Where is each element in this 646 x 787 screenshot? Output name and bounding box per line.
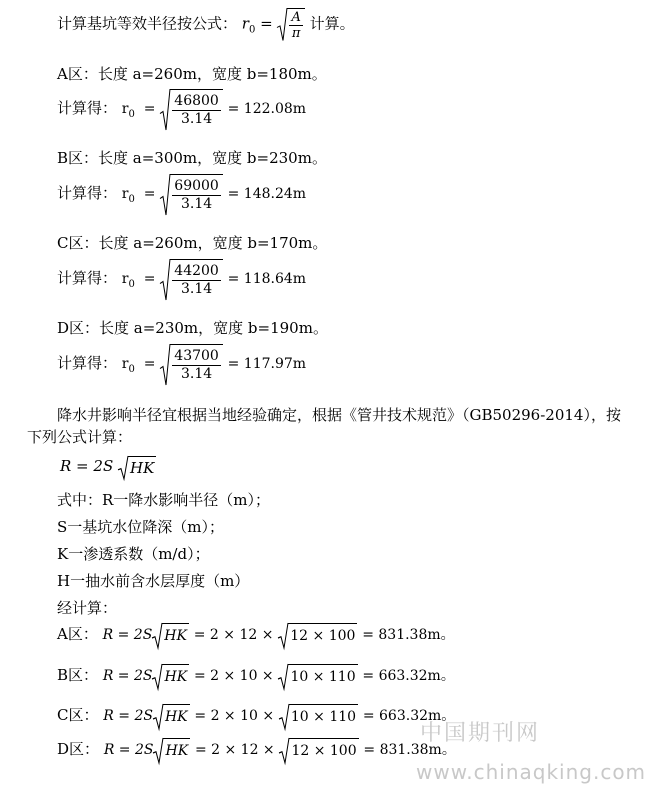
sqrt-expression — [160, 174, 223, 215]
radicand: 10 × 110 — [288, 664, 357, 689]
watermark-cn: 中国期刊网 — [420, 721, 541, 746]
zone-b-description: B区：长度 a=300m，宽度 b=230m。 — [57, 149, 327, 167]
r0-symbol: r — [241, 14, 249, 33]
zone-c-result: = 118.64m — [227, 271, 307, 287]
fraction-numerator: A — [291, 9, 301, 25]
fraction-denominator: 3.14 — [180, 111, 213, 127]
zone-c-description: C区：长度 a=260m，宽度 b=170m。 — [57, 234, 328, 252]
calc-header: 经计算： — [57, 599, 118, 617]
fraction-denominator: 3.14 — [180, 366, 213, 382]
r0-symbol: r — [121, 186, 129, 202]
radicand: HK — [128, 456, 156, 479]
intro-tail: 计算。 — [309, 14, 355, 33]
calc-label: 计算得： — [57, 354, 118, 372]
method-paragraph: 降水井影响半径宜根据当地经验确定，根据《管井技术规范》（GB50296-2014），按下列公式计算： — [27, 406, 621, 446]
sqrt-area-over-pi — [277, 8, 304, 41]
zone-d-calculation — [57, 343, 306, 390]
formula-lhs: R = 2S — [60, 457, 114, 475]
result-value: = 831.38m。 — [363, 742, 456, 758]
sqrt-hk — [118, 456, 156, 479]
equals-sign: = — [143, 186, 156, 202]
radicand: 10 × 110 — [289, 704, 358, 729]
r0-subscript: 0 — [128, 363, 135, 375]
formula-lhs: R = 2S — [102, 627, 153, 643]
zone-c-calculation — [57, 258, 306, 305]
formula-lhs: R = 2S — [102, 668, 153, 684]
fraction-numerator: 46800 — [174, 93, 219, 109]
zone-label: A区： — [57, 625, 98, 643]
formula-middle: = 2 × 10 × — [193, 668, 274, 684]
formula-lhs: R = 2S — [103, 708, 153, 724]
r0-subscript: 0 — [128, 193, 135, 205]
radicand: HK — [163, 704, 190, 729]
sqrt-expression — [160, 259, 223, 300]
intro-formula — [57, 8, 355, 45]
watermark-url: www.chinaqking.com — [416, 760, 646, 784]
definition-r: 式中：R一降水影响半径（m）； — [57, 491, 271, 509]
definition-k: K一渗透系数（m/d）； — [57, 545, 210, 563]
r0-subscript: 0 — [128, 278, 135, 290]
r0-symbol: r — [121, 101, 129, 117]
fraction-denominator: 3.14 — [180, 196, 213, 212]
radicand: HK — [163, 738, 190, 763]
sqrt-expression — [160, 89, 223, 130]
result-d — [57, 737, 456, 763]
r0-subscript: 0 — [248, 24, 256, 36]
fraction-denominator: π — [291, 25, 301, 41]
zone-d-result: = 117.97m — [227, 356, 307, 372]
zone-d-description: D区：长度 a=230m，宽度 b=190m。 — [57, 319, 328, 337]
calc-label: 计算得： — [57, 269, 118, 287]
intro-label: 计算基坑等效半径按公式： — [57, 14, 238, 33]
zone-label: D区： — [57, 740, 100, 758]
zone-a-calculation — [57, 88, 306, 135]
radicand: HK — [162, 623, 189, 648]
zone-b-calculation — [57, 173, 306, 220]
formula-middle: = 2 × 10 × — [194, 708, 275, 724]
r0-symbol: r — [121, 356, 129, 372]
r0-symbol: r — [121, 271, 129, 287]
radicand: 12 × 100 — [289, 738, 358, 763]
zone-label: C区： — [57, 706, 99, 724]
fraction-numerator: 69000 — [174, 178, 219, 194]
equals-sign: = — [143, 356, 156, 372]
zone-a-result: = 122.08m — [227, 101, 307, 117]
calc-label: 计算得： — [57, 99, 118, 117]
sqrt-expression — [160, 344, 223, 385]
definition-s: S一基坑水位降深（m）； — [57, 518, 225, 536]
result-value: = 663.32m。 — [362, 668, 455, 684]
radius-formula — [60, 455, 156, 479]
radicand: 12 × 100 — [288, 623, 357, 648]
zone-b-result: = 148.24m — [227, 186, 307, 202]
fraction-numerator: 43700 — [174, 348, 219, 364]
result-b — [57, 663, 455, 689]
result-value: = 831.38m。 — [362, 627, 455, 643]
fraction-denominator: 3.14 — [180, 281, 213, 297]
fraction-numerator: 44200 — [174, 263, 219, 279]
equals-sign: = — [143, 271, 156, 287]
zone-a-description: A区：长度 a=260m，宽度 b=180m。 — [57, 65, 327, 83]
result-c — [57, 703, 455, 729]
equals-sign: = — [143, 101, 156, 117]
radicand: HK — [162, 664, 189, 689]
formula-lhs: R = 2S — [103, 742, 154, 758]
equals-sign: = — [260, 14, 273, 33]
result-value: = 663.32m。 — [362, 708, 456, 724]
zone-label: B区： — [57, 666, 99, 684]
calc-label: 计算得： — [57, 184, 118, 202]
formula-middle: = 2 × 12 × — [194, 742, 275, 758]
result-a — [57, 622, 455, 648]
r0-subscript: 0 — [128, 108, 135, 120]
definition-h: H一抽水前含水层厚度（m） — [57, 572, 250, 590]
formula-middle: = 2 × 12 × — [193, 627, 274, 643]
